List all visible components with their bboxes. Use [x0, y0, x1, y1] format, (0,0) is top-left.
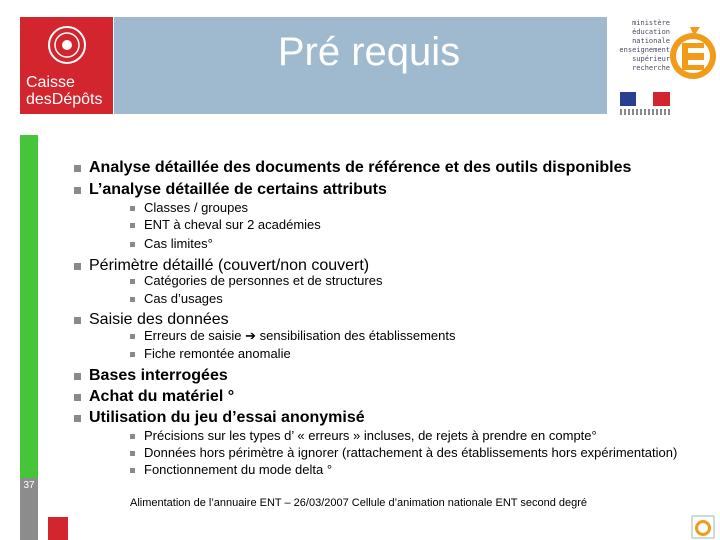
- slide-title: Pré requis: [277, 30, 461, 74]
- bullet-square-icon: [74, 187, 81, 194]
- bullet-item: [74, 158, 631, 178]
- bullet-text: Classes / groupes: [144, 200, 249, 215]
- bullet-square-icon: [130, 206, 135, 211]
- bullet-item: [74, 310, 229, 330]
- bullet-text: Fiche remontée anomalie: [144, 346, 291, 361]
- bullet-item: [74, 366, 228, 386]
- logo-text-line1: Caisse: [26, 74, 75, 91]
- bullet-square-icon: [74, 317, 81, 324]
- bullet-text: Catégories de personnes et de structures: [144, 273, 383, 288]
- small-print: [620, 109, 670, 115]
- bullet-text: Cas d’usages: [144, 291, 223, 306]
- ministry-line: nationale: [632, 37, 670, 45]
- footer-text: Alimentation de l’annuaire ENT – 26/03/2007 Cellule d’animation nationale ENT second degré: [130, 497, 587, 509]
- sub-bullet-item: [130, 291, 223, 307]
- bullet-square-icon: [130, 434, 135, 439]
- ministere-education-logo: [608, 17, 720, 120]
- sub-bullet-item: [130, 428, 597, 444]
- footer-logo-right-icon: [690, 514, 716, 540]
- bullet-text: Achat du matériel °: [89, 388, 235, 405]
- republique-francaise-flag-icon: [620, 92, 670, 106]
- sub-bullet-item: [130, 200, 248, 216]
- bullet-text: Périmètre détaillé (couvert/non couvert): [89, 257, 370, 274]
- bullet-square-icon: [74, 263, 81, 270]
- bullet-square-icon: [130, 352, 135, 357]
- page-number: 37: [23, 480, 35, 491]
- bullet-square-icon: [74, 165, 81, 172]
- bullet-text: Utilisation du jeu d’essai anonymisé: [89, 409, 365, 426]
- bullet-item: [74, 408, 365, 428]
- bullet-square-icon: [130, 451, 135, 456]
- caisse-des-depots-logo: [20, 17, 113, 114]
- bullet-text: Données hors périmètre à ignorer (rattachement à des établissements hors expérimentation): [144, 445, 678, 460]
- bullet-square-icon: [130, 242, 135, 247]
- bullet-text: L’analyse détaillée de certains attributs: [89, 181, 387, 198]
- ministry-line: enseignement: [619, 46, 670, 54]
- ministry-line: éducation: [632, 28, 670, 36]
- bullet-square-icon: [130, 279, 135, 284]
- sub-bullet-item: [130, 462, 332, 478]
- bullet-text: Analyse détaillée des documents de référence et des outils disponibles: [89, 159, 632, 176]
- bullet-text: Précisions sur les types d’ « erreurs » incluses, de rejets à prendre en compte°: [144, 428, 597, 443]
- ministry-line: supérieur: [632, 55, 670, 63]
- bullet-square-icon: [130, 468, 135, 473]
- bullet-item: [74, 387, 234, 407]
- bullet-square-icon: [130, 334, 135, 339]
- ministry-text: [610, 19, 670, 73]
- bullet-text: Fonctionnement du mode delta °: [144, 462, 333, 477]
- sub-bullet-item: [130, 346, 291, 362]
- bullet-text: Saisie des données: [89, 311, 229, 328]
- sub-bullet-item: [130, 217, 321, 233]
- e-logo-icon: [668, 23, 718, 83]
- footer-logo-left: [48, 517, 68, 540]
- bullet-text: Erreurs de saisie ➔ sensibilisation des établissements: [144, 328, 456, 343]
- bullet-square-icon: [130, 297, 135, 302]
- accent-bar: [20, 135, 38, 478]
- ministry-line: ministère: [632, 19, 670, 27]
- sub-bullet-item: [130, 328, 455, 344]
- ministry-line: recherche: [632, 64, 670, 72]
- bullet-text: Bases interrogées: [89, 367, 228, 384]
- seal-icon: [47, 25, 87, 65]
- bullet-text: Cas limites°: [144, 236, 213, 251]
- sub-bullet-item: [130, 236, 213, 252]
- bullet-square-icon: [74, 373, 81, 380]
- logo-text-line2: desDépôts: [26, 91, 103, 108]
- sub-bullet-item: [130, 445, 677, 461]
- sub-bullet-item: [130, 273, 382, 289]
- bullet-square-icon: [74, 415, 81, 422]
- bullet-square-icon: [130, 223, 135, 228]
- bullet-square-icon: [74, 394, 81, 401]
- bullet-text: ENT à cheval sur 2 académies: [144, 217, 321, 232]
- bullet-item: [74, 180, 387, 200]
